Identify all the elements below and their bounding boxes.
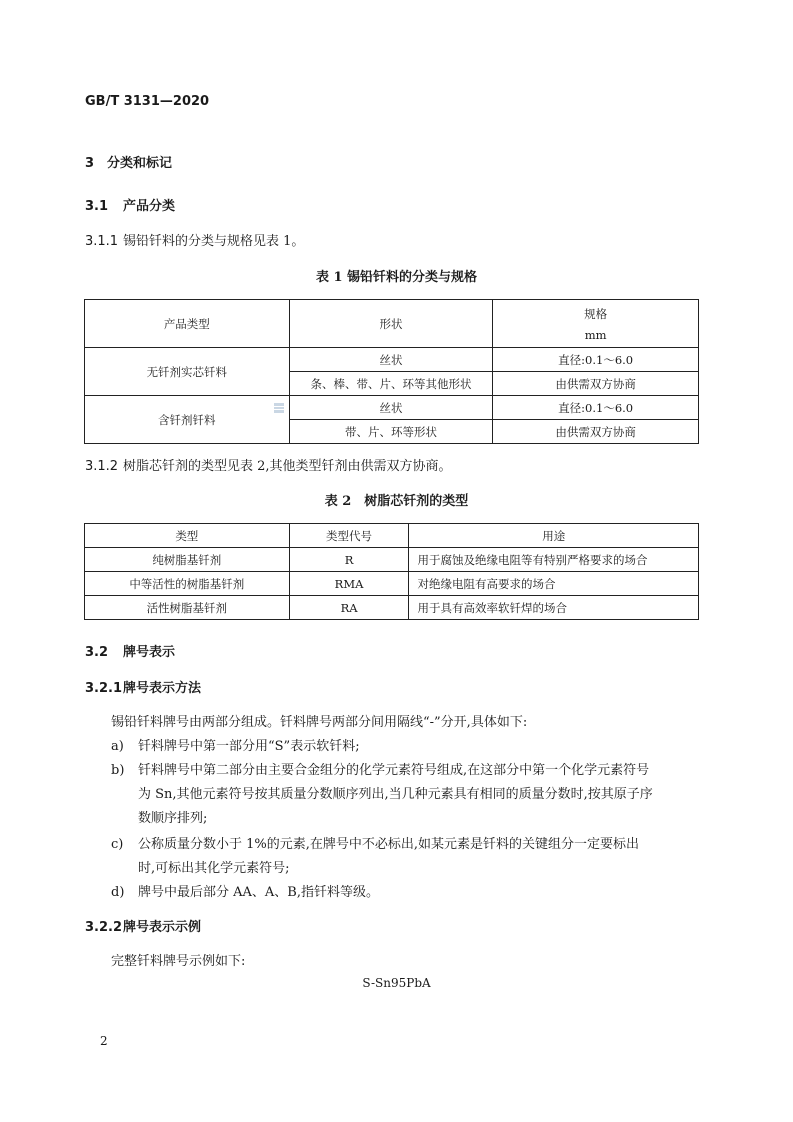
list-marker: c) [111,837,124,852]
spec-unit: mm [584,327,607,342]
section-number: 3 [85,156,95,171]
standard-number-header: GB/T 3131—2020 [85,94,210,109]
paragraph-3-1-1 [85,230,304,249]
section-3-2-2-heading [85,916,201,935]
cell-usage: 对绝缘电阻有高要求的场合 [409,572,699,596]
cell-spec: 由供需双方协商 [493,420,699,444]
list-text: 钎料牌号中第一部分用“S”表示软钎料; [138,739,360,754]
section-3-1-heading [85,195,175,214]
section-title: 牌号表示示例 [123,920,202,935]
list-item-a [111,735,360,754]
section-3-heading [85,152,172,171]
cell-spec: 直径:0.1～6.0 [493,348,699,372]
paragraph-3-2-2-intro: 完整钎料牌号示例如下: [111,954,246,969]
cell-shape: 丝状 [289,348,493,372]
section-number: 3.2.1 [85,681,123,696]
header-cell-usage: 用途 [409,524,699,548]
clause-number: 3.1.1 [85,234,119,249]
cell-product-type: 无钎剂实芯钎料 [85,348,290,396]
table-header-row [85,300,699,348]
cell-usage: 用于具有高效率软钎焊的场合 [409,596,699,620]
list-text: 钎料牌号中第二部分由主要合金组分的化学元素符号组成,在这部分中第一个化学元素符号 [138,763,650,778]
list-item-b-line-2: 为 Sn,其他元素符号按其质量分数顺序列出,当几种元素具有相同的质量分数时,按其原子序 [138,787,653,802]
list-item-b [111,759,649,778]
grade-example: S-Sn95PbA [362,976,431,990]
table-1 [84,299,699,444]
cell-code: R [289,548,409,572]
paragraph-3-1-2 [85,455,452,474]
cell-shape: 条、棒、带、片、环等其他形状 [289,372,493,396]
cell-spec: 直径:0.1～6.0 [493,396,699,420]
section-title: 分类和标记 [107,156,173,171]
clause-text: 树脂芯钎剂的类型见表 2,其他类型钎剂由供需双方协商。 [123,459,452,474]
section-title: 牌号表示方法 [123,681,202,696]
list-item-d [111,881,379,900]
header-cell-spec [493,300,699,348]
page-number: 2 [100,1034,108,1048]
section-3-2-heading [85,641,175,660]
table-row [85,572,699,596]
cell-type: 中等活性的树脂基钎剂 [85,572,290,596]
list-marker: b) [111,763,125,778]
cell-shape: 丝状 [289,396,493,420]
cell-product-type: 含钎剂钎料 [85,396,290,444]
list-item-b-line-3: 数顺序排列; [138,811,208,826]
clause-text: 锡铅钎料的分类与规格见表 1。 [123,234,305,249]
list-text: 牌号中最后部分 AA、A、B,指钎料等级。 [138,885,379,900]
section-3-2-1-heading [85,677,201,696]
cell-usage: 用于腐蚀及绝缘电阻等有特别严格要求的场合 [409,548,699,572]
cell-code: RMA [289,572,409,596]
list-marker: a) [111,739,124,754]
table-2-caption: 表 2 树脂芯钎剂的类型 [324,494,469,509]
paragraph-3-2-1-intro: 锡铅钎料牌号由两部分组成。钎料牌号两部分间用隔线“-”分开,具体如下: [111,715,528,730]
cell-type: 纯树脂基钎剂 [85,548,290,572]
table-row [85,348,699,372]
list-marker: d) [111,885,125,900]
watermark-icon [273,402,285,414]
list-text: 公称质量分数小于 1%的元素,在牌号中不必标出,如某元素是钎料的关键组分一定要标出 [138,837,640,852]
list-item-c-line-2: 时,可标出其化学元素符号; [138,861,290,876]
header-cell-shape: 形状 [289,300,493,348]
header-cell-type: 产品类型 [85,300,290,348]
header-cell-code: 类型代号 [289,524,409,548]
section-number: 3.1 [85,199,109,214]
cell-type: 活性树脂基钎剂 [85,596,290,620]
table-2 [84,523,699,620]
table-row [85,396,699,420]
table-1-caption: 表 1 锡铅钎料的分类与规格 [315,270,478,285]
table-header-row [85,524,699,548]
cell-code: RA [289,596,409,620]
table-row [85,548,699,572]
list-item-c [111,833,639,852]
header-cell-type: 类型 [85,524,290,548]
section-number: 3.2.2 [85,920,123,935]
section-number: 3.2 [85,645,109,660]
table-row [85,596,699,620]
clause-number: 3.1.2 [85,459,119,474]
section-title: 牌号表示 [123,645,176,660]
cell-spec: 由供需双方协商 [493,372,699,396]
cell-shape: 带、片、环等形状 [289,420,493,444]
spec-label: 规格 [584,306,608,321]
section-title: 产品分类 [123,199,176,214]
